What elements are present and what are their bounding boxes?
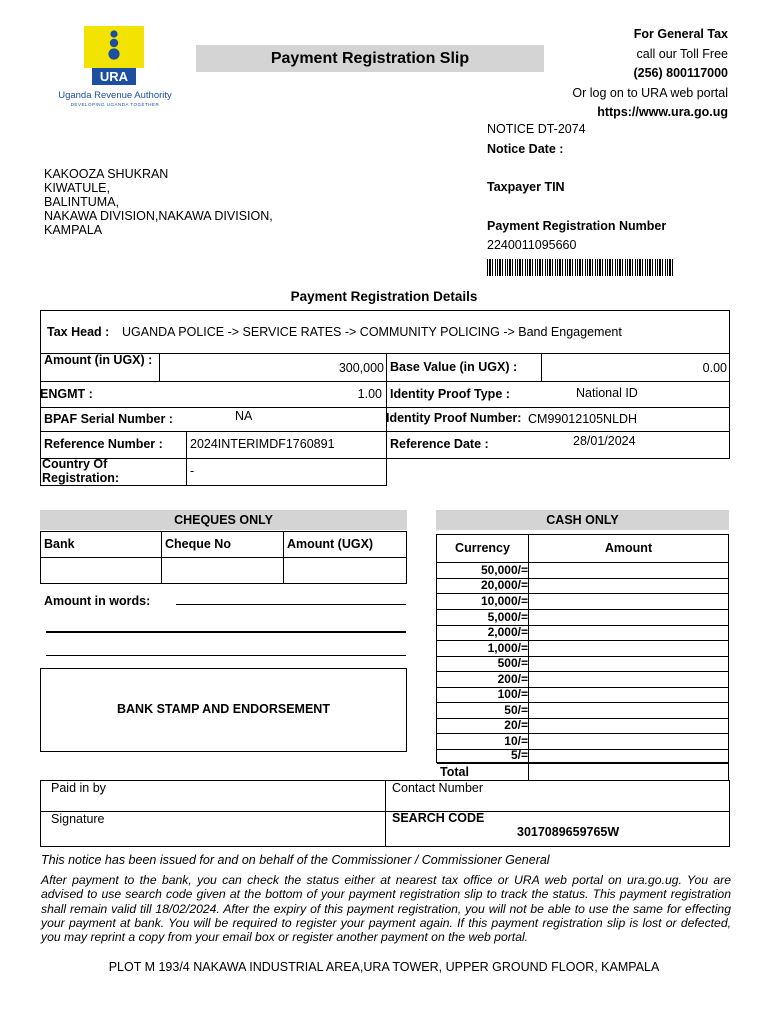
base-value: 0.00 [702, 361, 727, 375]
denomination-amount[interactable] [528, 578, 728, 594]
denomination-amount[interactable] [528, 594, 728, 610]
denomination-label: 500/= [437, 656, 529, 672]
denomination-label: 100/= [437, 687, 529, 703]
contact-line-2: call our Toll Free [636, 46, 728, 61]
contact-line-4: Or log on to URA web portal [572, 85, 728, 100]
cheque-col-bank: Bank [44, 537, 75, 551]
address-line: KAKOOZA SHUKRAN [44, 167, 169, 181]
contact-number-label: Contact Number [392, 781, 484, 795]
search-code-label: SEARCH CODE [392, 811, 485, 825]
contact-line-3: (256) 800117000 [633, 66, 728, 80]
prn-barcode [487, 259, 675, 276]
bpaf-label: BPAF Serial Number : [44, 412, 173, 426]
identity-type-label: Identity Proof Type : [390, 387, 510, 401]
country-label [42, 457, 119, 485]
denomination-amount[interactable] [528, 718, 728, 734]
denomination-label: 50/= [437, 703, 529, 719]
cash-title: CASH ONLY [436, 510, 729, 530]
amount-in-words-label: Amount in words: [44, 594, 151, 608]
reference-label: Reference Number : [44, 437, 163, 451]
amount-in-words-line[interactable] [46, 631, 406, 633]
address-line: KAMPALA [44, 223, 103, 237]
bpaf-value: NA [235, 409, 253, 423]
amount-in-words-line[interactable] [46, 655, 406, 656]
issued-note: This notice has been issued for and on behalf of the Commissioner / Commissioner General [41, 853, 550, 867]
prn-label: Payment Registration Number [487, 219, 667, 233]
cash-total-label: Total [440, 765, 469, 779]
search-code-value: 3017089659765W [517, 825, 620, 839]
notice-number: NOTICE DT-2074 [487, 122, 586, 136]
taxpayer-address [44, 167, 273, 237]
denomination-amount[interactable] [528, 610, 728, 626]
cheque-amount-field[interactable] [283, 557, 407, 584]
reference-date-value: 28/01/2024 [573, 434, 636, 448]
details-heading: Payment Registration Details [290, 289, 478, 304]
amount-label: Amount (in UGX) : [44, 353, 153, 367]
base-value-label: Base Value (in UGX) : [390, 360, 518, 374]
signature-label: Signature [51, 812, 105, 826]
identity-number-label: Identity Proof Number: [386, 411, 522, 425]
denomination-label: 5/= [437, 748, 529, 764]
denomination-label: 5,000/= [437, 610, 529, 626]
ura-logo [40, 26, 190, 110]
contact-line-1: For General Tax [633, 27, 728, 41]
identity-number-value: CM99012105NLDH [528, 412, 638, 426]
cash-col-amount: Amount [604, 541, 653, 555]
cheque-bank-field[interactable] [40, 557, 162, 584]
denomination-label: 2,000/= [437, 625, 529, 641]
amount-value: 300,000 [338, 361, 384, 375]
country-value: - [190, 464, 195, 478]
ura-logo-name: Uganda Revenue Authority [58, 90, 172, 101]
ura-address: PLOT M 193/4 NAKAWA INDUSTRIAL AREA,URA TOWER, UPPER GROUND FLOOR, KAMPALA [108, 960, 660, 974]
denomination-label: 50,000/= [437, 563, 529, 579]
tax-head-value: UGANDA POLICE -> SERVICE RATES -> COMMUNITY POLICING -> Band Engagement [122, 325, 622, 339]
cash-total-amount[interactable] [528, 763, 729, 781]
denomination-label: 200/= [437, 672, 529, 688]
cheque-col-number: Cheque No [165, 537, 231, 551]
tax-head-label: Tax Head : [47, 325, 110, 339]
ura-logo-letters: URA [99, 69, 129, 84]
taxpayer-tin-label: Taxpayer TIN [487, 180, 565, 194]
denomination-amount[interactable] [528, 656, 728, 672]
denomination-label: 20/= [437, 718, 529, 734]
denomination-amount[interactable] [528, 687, 728, 703]
identity-type-value: National ID [576, 386, 638, 400]
ura-website-link[interactable]: https://www.ura.go.ug [597, 105, 728, 119]
denomination-label: 10/= [437, 734, 529, 750]
bank-stamp-label: BANK STAMP AND ENDORSEMENT [117, 702, 330, 716]
page-title: Payment Registration Slip [196, 45, 544, 72]
denomination-label: 10,000/= [437, 594, 529, 610]
cheque-col-amount: Amount (UGX) [287, 537, 374, 551]
prn-value: 2240011095660 [487, 238, 577, 252]
ura-logo-tagline: DEVELOPING UGANDA TOGETHER [70, 102, 160, 107]
paid-in-by-label: Paid in by [51, 781, 106, 795]
denomination-amount[interactable] [528, 641, 728, 657]
notice-date-label: Notice Date : [487, 142, 564, 156]
cheques-title: CHEQUES ONLY [40, 510, 407, 530]
contact-block [480, 25, 728, 123]
denomination-amount[interactable] [528, 672, 728, 688]
address-line: KIWATULE, [44, 181, 110, 195]
denomination-amount[interactable] [528, 748, 728, 764]
amount-in-words-line[interactable] [176, 604, 406, 605]
engmt-label: ENGMT : [40, 387, 93, 401]
denomination-label: 20,000/= [437, 578, 529, 594]
denomination-amount[interactable] [528, 625, 728, 641]
cheque-number-field[interactable] [161, 557, 284, 584]
denomination-amount[interactable] [528, 563, 728, 579]
engmt-value: 1.00 [357, 387, 382, 401]
country-label-line: Country Of [42, 457, 108, 471]
reference-date-label: Reference Date : [390, 437, 489, 451]
address-line: NAKAWA DIVISION,NAKAWA DIVISION, [44, 209, 273, 223]
denomination-amount[interactable] [528, 703, 728, 719]
instructions-paragraph: After payment to the bank, you can check the status either at nearest tax office or URA web portal on ura.go.ug. You are advised to use search code given at the bottom of your payment registration slip to track the status. This payment registration shall remain valid till 18/02/2024. After the expiry of this payment registration, you will not be able to use the same for effecting your payment at bank. You will be required to register your payment again. If this payment registration slip is lost or defected, you may reprint a copy from your email box or register another payment on the web portal. [41, 873, 731, 945]
cash-col-currency: Currency [455, 541, 510, 555]
country-label-line: Registration: [42, 471, 120, 485]
denomination-label: 1,000/= [437, 641, 529, 657]
reference-value: 2024INTERIMDF1760891 [190, 437, 335, 451]
address-line: BALINTUMA, [44, 195, 120, 209]
